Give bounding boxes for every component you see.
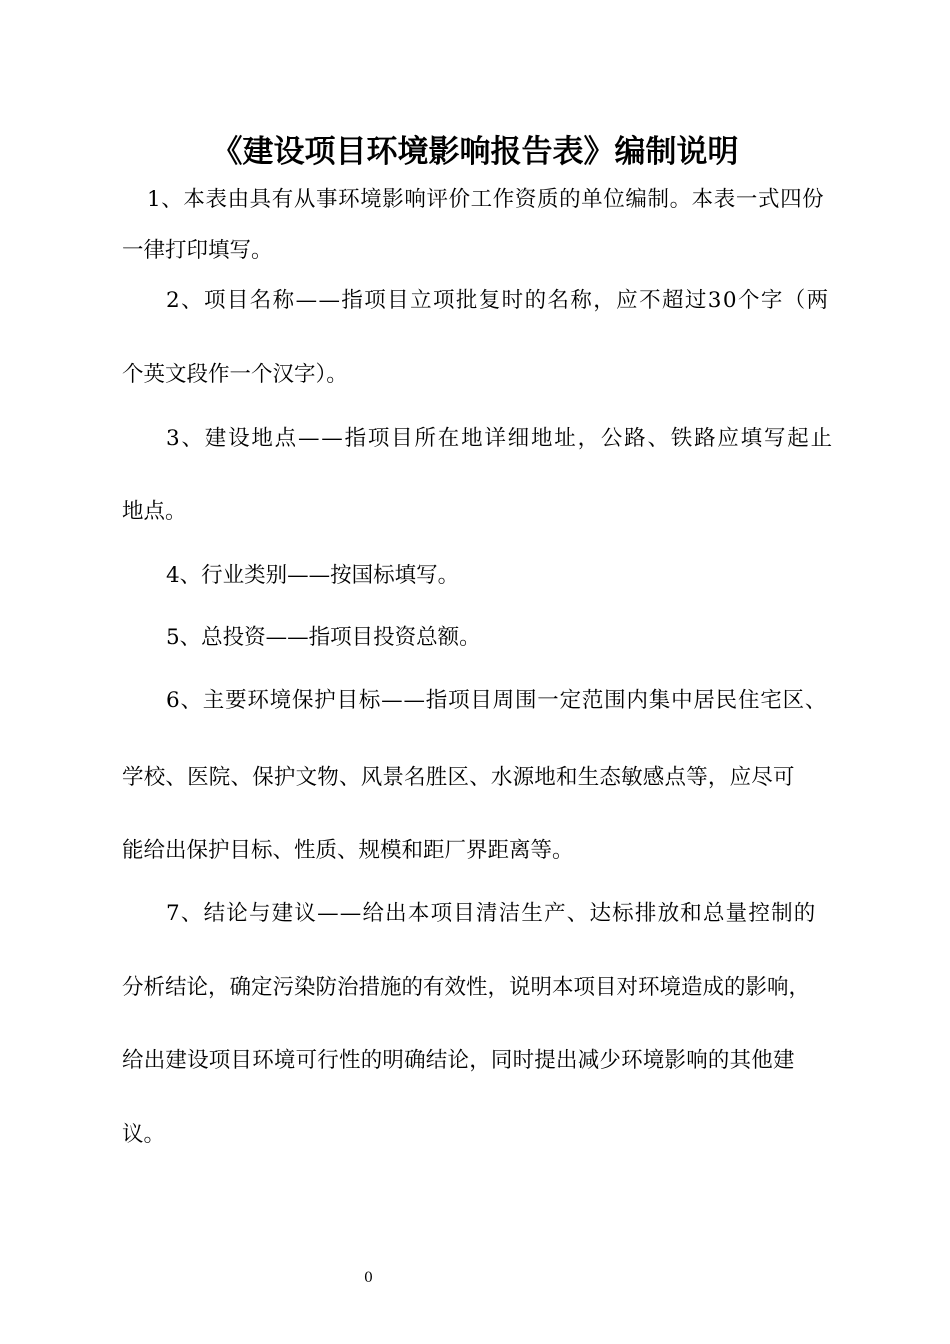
- paragraph-7-line-3: 给出建设项目环境可行性的明确结论，同时提出减少环境影响的其他建: [122, 1048, 795, 1073]
- paragraph-1-line-1: 1、本表由具有从事环境影响评价工作资质的单位编制。本表一式四份: [147, 187, 825, 212]
- paragraph-7-line-2: 分析结论，确定污染防治措施的有效性，说明本项目对环境造成的影响，: [122, 975, 811, 1000]
- paragraph-5-line-1: 5、总投资——指项目投资总额。: [166, 625, 481, 650]
- paragraph-2-line-1: 2、项目名称——指项目立项批复时的名称，应不超过30个字（两: [166, 288, 830, 313]
- paragraph-6-line-3: 能给出保护目标、性质、规模和距厂界距离等。: [122, 838, 574, 863]
- page-number: 0: [364, 1270, 373, 1286]
- paragraph-3-line-1: 3、建设地点——指项目所在地详细地址，公路、铁路应填写起止: [166, 426, 834, 451]
- paragraph-1-line-2: 一律打印填写。: [122, 238, 273, 263]
- paragraph-4-line-1: 4、行业类别——按国标填写。: [166, 563, 460, 588]
- paragraph-6-line-2: 学校、医院、保护文物、风景名胜区、水源地和生态敏感点等，应尽可: [122, 765, 795, 790]
- paragraph-2-line-2: 个英文段作一个汉字）。: [122, 362, 348, 387]
- paragraph-7-line-1: 7、结论与建议——给出本项目清洁生产、达标排放和总量控制的: [166, 901, 817, 926]
- paragraph-3-line-2: 地点。: [122, 499, 187, 524]
- document-title: 《建设项目环境影响报告表》编制说明: [211, 134, 739, 170]
- paragraph-7-line-4: 议。: [122, 1122, 166, 1147]
- paragraph-6-line-1: 6、主要环境保护目标——指项目周围一定范围内集中居民住宅区、: [166, 688, 828, 713]
